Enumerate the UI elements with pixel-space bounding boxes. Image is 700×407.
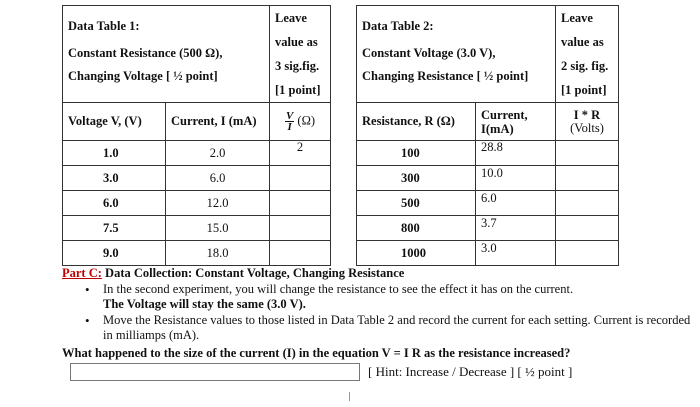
table2-note-line: [1 point] <box>561 83 607 97</box>
table1-voltage-cell: 6.0 <box>63 191 166 216</box>
table2-header-current-line2: I(mA) <box>481 121 514 136</box>
table2-header-ir <box>556 103 619 141</box>
table2-current-cell[interactable]: 6.0 <box>476 191 556 216</box>
table2-resistance-cell: 1000 <box>357 241 476 266</box>
list-item <box>103 313 692 343</box>
table1-note-line: value as <box>275 35 318 49</box>
table2-header-ir-label: I * R <box>573 107 601 122</box>
table2-subtitle: Constant Voltage (3.0 V), <box>362 46 496 60</box>
table1-subtitle2: Changing Voltage [ ½ point] <box>68 69 218 83</box>
fraction-denominator: I <box>287 121 292 133</box>
table2-current-cell[interactable]: 10.0 <box>476 166 556 191</box>
table2-resistance-cell: 500 <box>357 191 476 216</box>
table2-current-cell[interactable]: 3.0 <box>476 241 556 266</box>
part-c-label: Part C: <box>62 266 102 280</box>
table1-header-info <box>63 6 270 103</box>
table1-current-cell: 15.0 <box>166 216 270 241</box>
table1-note-cell <box>270 6 331 103</box>
table1-current-cell: 6.0 <box>166 166 270 191</box>
table2-current-cell[interactable]: 28.8 <box>476 141 556 166</box>
bullet-text: Move the Resistance values to those listed in Data Table 2 and record the current for each setting. Current is recorded in milliamps (mA). <box>103 313 691 342</box>
v-over-i-fraction <box>285 111 294 132</box>
table1-header-ratio <box>270 103 331 141</box>
table2-ir-cell[interactable] <box>556 166 619 191</box>
table1-ratio-cell[interactable] <box>270 216 331 241</box>
table2-ir-cell[interactable] <box>556 241 619 266</box>
table1-ratio-cell[interactable] <box>270 241 331 266</box>
table2-header-ir-unit: (Volts) <box>570 120 604 135</box>
table2-ir-cell[interactable] <box>556 216 619 241</box>
table2-header-current <box>476 103 556 141</box>
fraction-numerator: V <box>285 110 294 122</box>
part-c-title: Data Collection: Constant Voltage, Changing Resistance <box>105 266 405 280</box>
part-c-heading <box>62 265 692 281</box>
bullet-text: In the second experiment, you will change the resistance to see the effect it has on the current. <box>103 282 574 296</box>
table1-subtitle: Constant Resistance (500 Ω), <box>68 46 223 60</box>
part-c-section <box>62 265 692 381</box>
table1-header-current: Current, I (mA) <box>166 103 270 141</box>
hint-text: [ Hint: Increase / Decrease ] [ ½ point ] <box>368 364 573 379</box>
table1-voltage-cell: 7.5 <box>63 216 166 241</box>
table1-voltage-cell: 3.0 <box>63 166 166 191</box>
table2-resistance-cell: 100 <box>357 141 476 166</box>
data-table-2 <box>356 5 619 266</box>
answer-row <box>62 363 692 381</box>
table2-ir-cell[interactable] <box>556 141 619 166</box>
table2-note-line: 2 sig. fig. <box>561 59 609 73</box>
table2-header-resistance: Resistance, R (Ω) <box>357 103 476 141</box>
table2-header-info <box>357 6 556 103</box>
text-cursor <box>349 392 350 401</box>
table1-ratio-cell[interactable] <box>270 166 331 191</box>
ratio-unit: (Ω) <box>297 113 316 128</box>
table2-subtitle2: Changing Resistance [ ½ point] <box>362 69 529 83</box>
list-item <box>103 282 692 312</box>
table2-resistance-cell: 800 <box>357 216 476 241</box>
instruction-list <box>62 282 692 343</box>
table1-current-cell: 12.0 <box>166 191 270 216</box>
table2-title: Data Table 2: <box>362 19 434 33</box>
table1-header-voltage: Voltage V, (V) <box>63 103 166 141</box>
table1-ratio-cell[interactable] <box>270 191 331 216</box>
table1-ratio-cell[interactable]: 2 <box>270 141 331 166</box>
table2-resistance-cell: 300 <box>357 166 476 191</box>
table2-current-cell[interactable]: 3.7 <box>476 216 556 241</box>
table2-note-line: Leave <box>561 11 593 25</box>
table2-ir-cell[interactable] <box>556 191 619 216</box>
table1-note-line: Leave <box>275 11 307 25</box>
table2-header-current-line1: Current, <box>481 107 528 122</box>
table1-current-cell: 2.0 <box>166 141 270 166</box>
table2-note-cell <box>556 6 619 103</box>
answer-input[interactable] <box>70 363 360 381</box>
data-table-1 <box>62 5 331 266</box>
table1-title: Data Table 1: <box>68 19 140 33</box>
bullet-bold-text: The Voltage will stay the same (3.0 V). <box>103 297 306 311</box>
table1-current-cell: 18.0 <box>166 241 270 266</box>
table1-voltage-cell: 1.0 <box>63 141 166 166</box>
table2-note-line: value as <box>561 35 604 49</box>
table1-note-line: [1 point] <box>275 83 321 97</box>
question-text: What happened to the size of the current (I) in the equation V = I R as the resistance increased? <box>62 346 571 360</box>
table1-voltage-cell: 9.0 <box>63 241 166 266</box>
table1-note-line: 3 sig.fig. <box>275 59 320 73</box>
